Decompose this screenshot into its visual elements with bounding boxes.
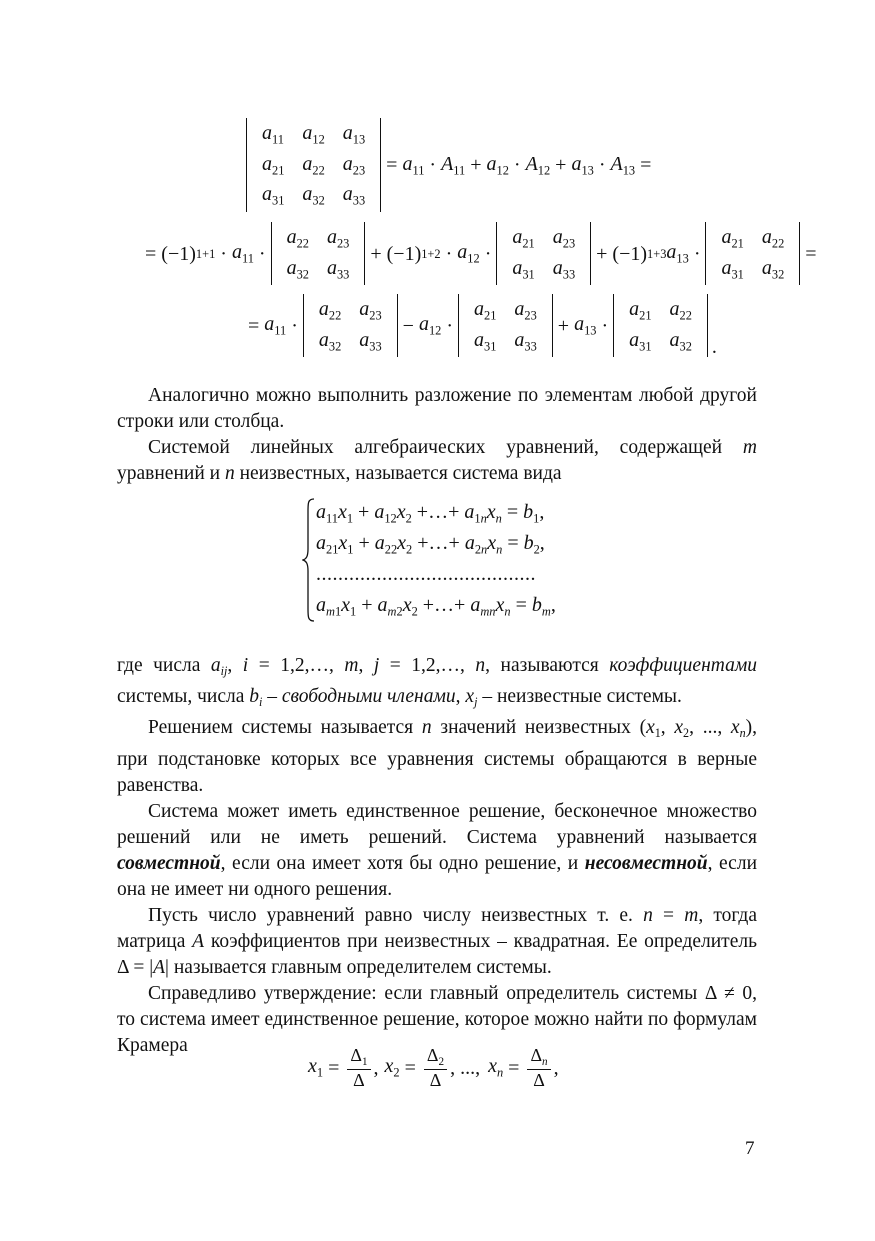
paragraph-square-matrix: Пусть число уравнений равно числу неизвестных т. е. n = m, тогда матрица A коэффициентов при неизвестных – квадратная. Ее определитель Δ = |A| называется главным определителем системы. — [117, 904, 757, 978]
formula-cramer: $x_1$ = $\frac{\Delta_1}{\Delta}$ , $x_2$ = $\frac{\Delta_2}{\Delta}$ , ..., $x_n$ = $\frac{\Delta_n}{\Delta}$ , — [308, 1045, 559, 1091]
paragraph-expansion-note: Аналогично можно выполнить разложение по элементам любой другой строки или столбца. — [117, 385, 757, 432]
text-block-1 — [117, 383, 757, 487]
text-block-2 — [117, 653, 757, 1059]
left-brace-icon — [302, 497, 316, 623]
paragraph-system-definition: Системой линейных алгебраических уравнений, содержащей m уравнений и n неизвестных, называется система вида — [117, 437, 757, 484]
paragraph-solution-definition: Решением системы называется n значений неизвестных ($x_1$, $x_2$, ..., $x_n$), при подстановке которых все уравнения системы обращаются в верные равенства. — [117, 717, 757, 796]
page-number: 7 — [745, 1138, 755, 1159]
formula-linear-system: $a_{11}x_1 + a_{12}x_2$ +…+ $a_{1n}x_n = b_1$, $a_{21}x_1 + a_{22}x_2$ +…+ $a_{2n}x_n = b_2$, ........................................ $a_{m1}x_1 + a_{m2}x_2$ +…+ $a_{mn}x_n = b_m$, — [302, 497, 556, 621]
paragraph-coefficients: где числа $a_{ij}$, i = 1,2,…, m, j = 1,2,…, n, называются коэффициентами системы, числа $b_i$ – свободными членами, $x_j$ – неизвестные системы. — [117, 655, 758, 710]
paragraph-consistency: Система может иметь единственное решение, бесконечное множество решений или не иметь решений. Система уравнений называется совместной, если она имеет хотя бы одно решение, и несовместной, если она не имеет ни одного решения. — [117, 800, 758, 900]
formula-det-expansion-1: $a_{11}$ $a_{12}$ $a_{13}$ $a_{21}$ $a_{22}$ $a_{23}$ $a_{31}$ $a_{32}$ $a_{33}$ = $a_{11}$ · $A_{11}$ + $a_{12}$ · $A_{12}$ + $a_{13}$ · $A_{13}$ = — [246, 118, 656, 212]
formula-det-expansion-2: = (−1) 1+1 · $a_{11}$ · $a_{22}$ $a_{23}$ $a_{32}$ $a_{33}$ + (−1) 1+2 · $a_{12}$ · $a_{21}$ $a_{23}$ $a_{31}$ $a_{33}$ + (−1) 1+3 $a_{13}$ · $a_{21}$ $a_{22}$ $a_{31}$ $a_{32}$ = — [140, 222, 822, 285]
paragraph-cramer-statement: Справедливо утверждение: если главный определитель системы Δ ≠ 0, то система имеет единственное решение, которое можно найти по формулам Крамера — [117, 982, 758, 1056]
formula-det-expansion-3: = $a_{11}$ · $a_{22}$ $a_{23}$ $a_{32}$ $a_{33}$ − $a_{12}$ · $a_{21}$ $a_{23}$ $a_{31}$ $a_{33}$ + $a_{13}$ · $a_{21}$ $a_{22}$ $a_{31}$ $a_{32}$ . — [243, 294, 717, 357]
